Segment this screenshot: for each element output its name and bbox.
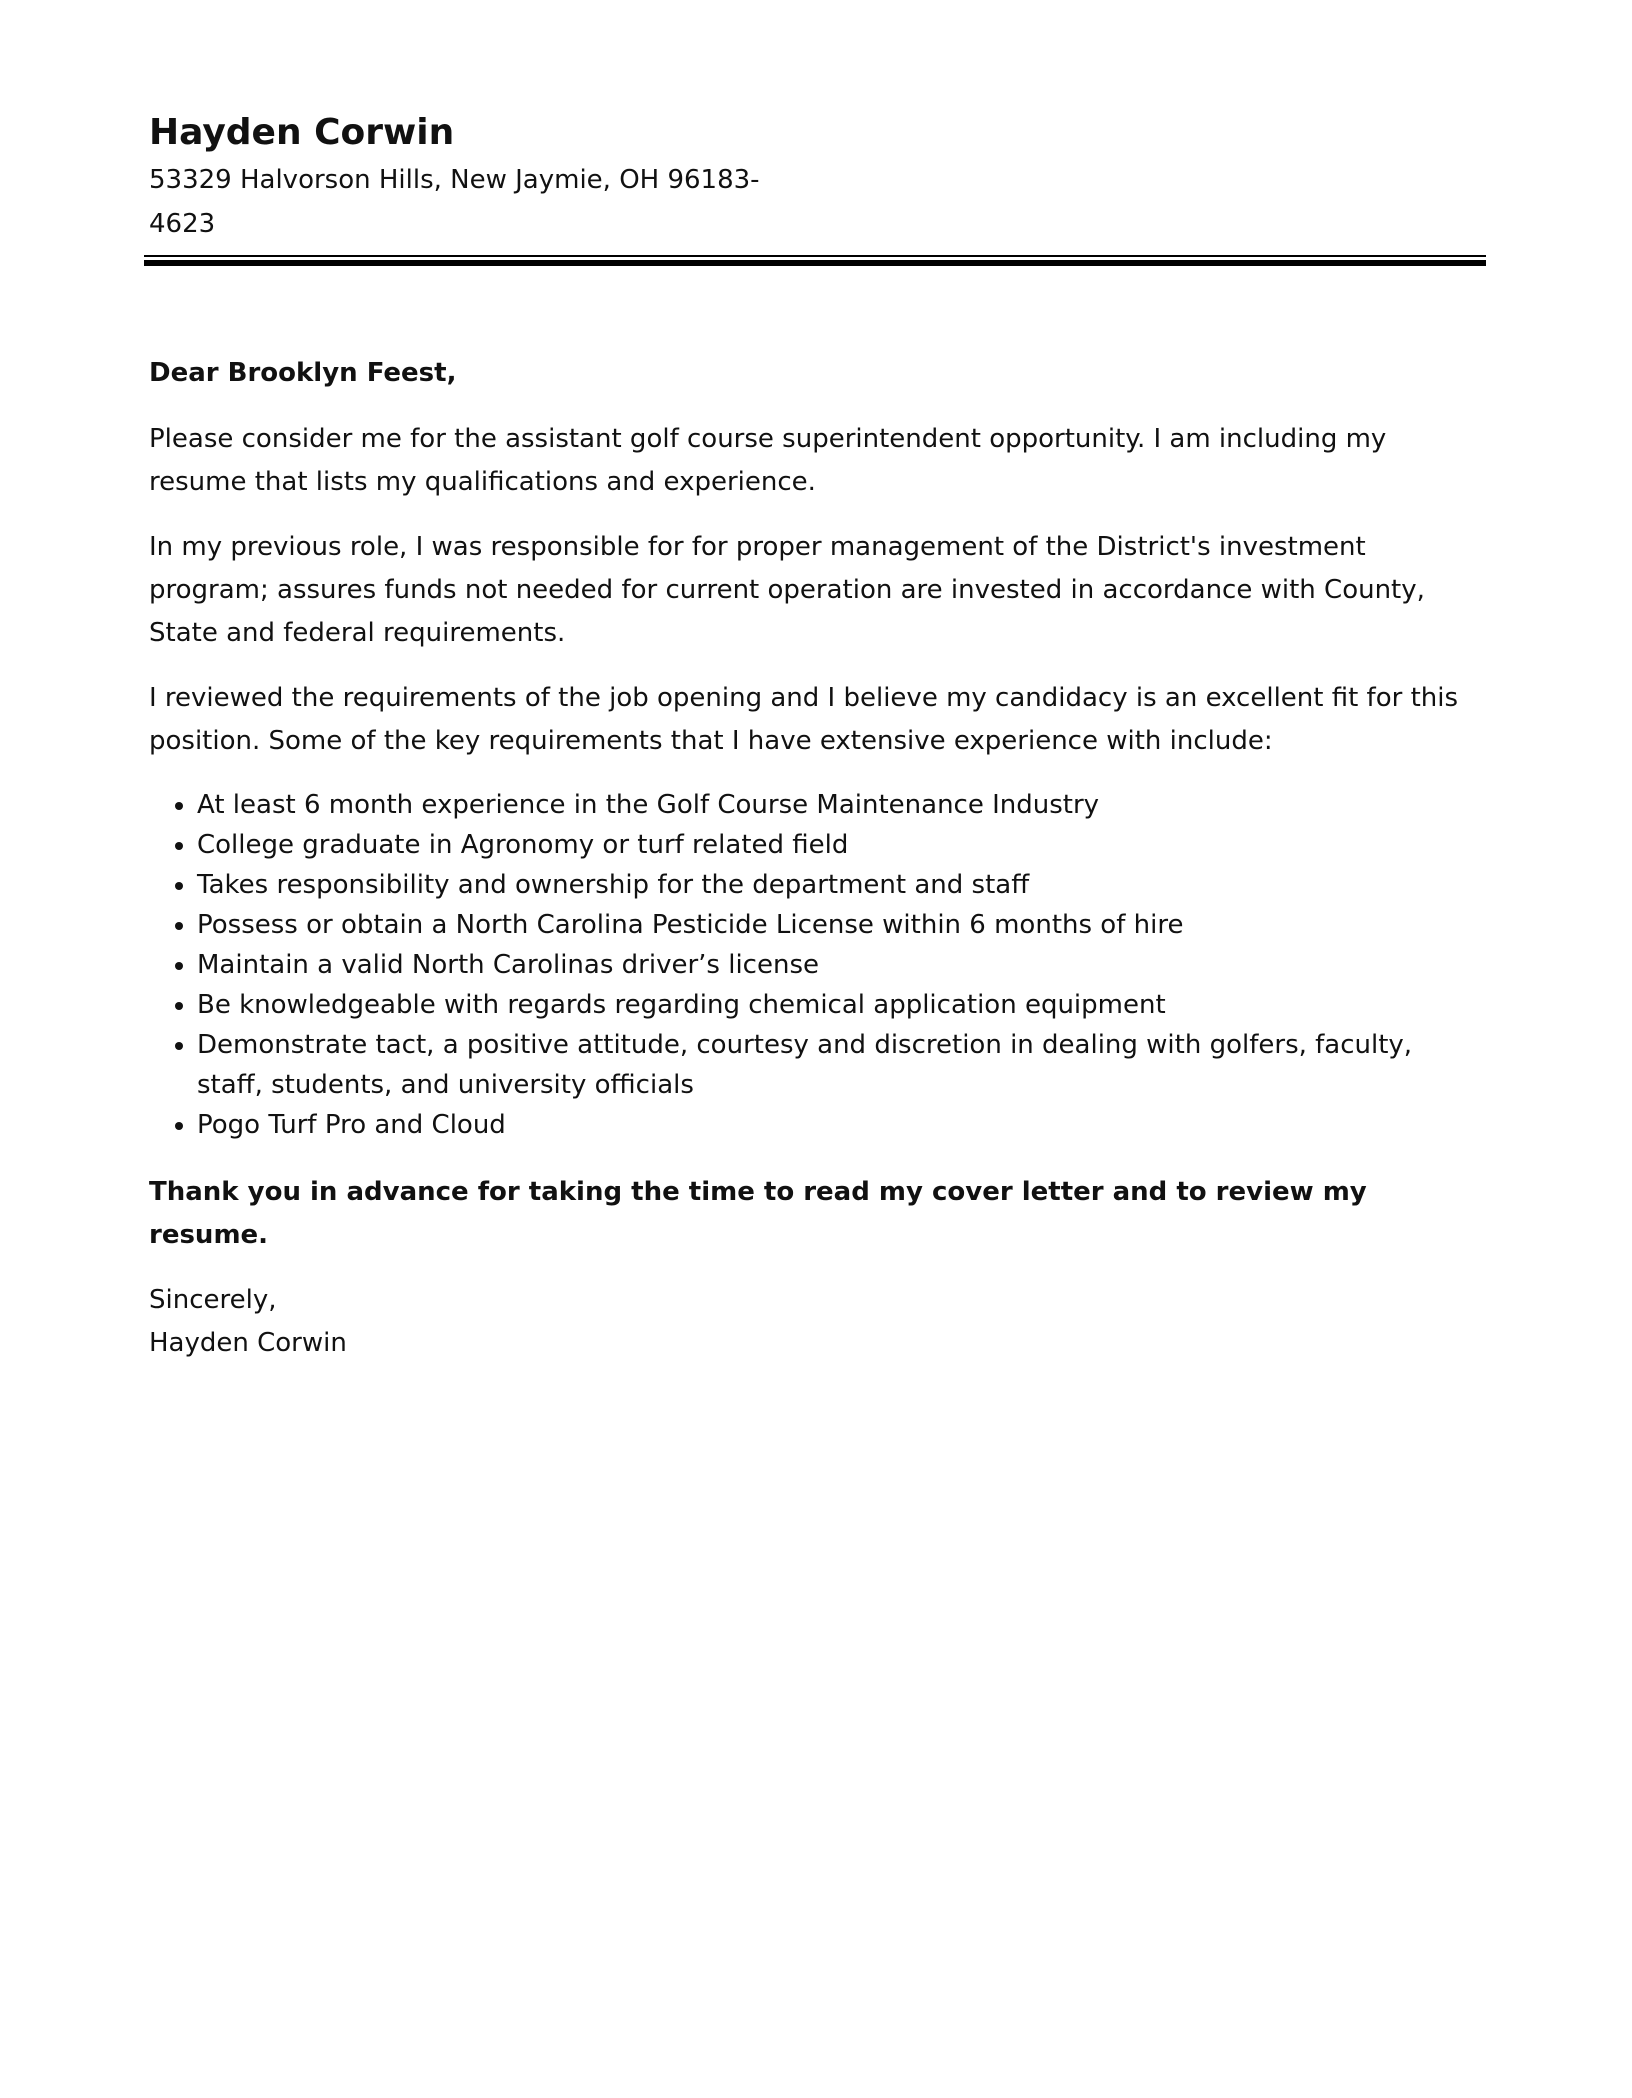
salutation: Dear Brooklyn Feest,	[149, 358, 457, 388]
sender-address: 53329 Halvorson Hills, New Jaymie, OH 96183-4623	[149, 165, 760, 239]
list-item: • Maintain a valid North Carolinas driver’s license	[197, 945, 1485, 985]
header-divider-thin-line	[144, 255, 1486, 257]
list-item: • Pogo Turf Pro and Cloud	[197, 1105, 1485, 1145]
letter-body	[149, 352, 1485, 1365]
closing-statement: Thank you in advance for taking the time to read my cover letter and to review my resume.	[149, 1177, 1367, 1250]
list-item: • Possess or obtain a North Carolina Pesticide License within 6 months of hire	[197, 905, 1485, 945]
letter-header	[149, 108, 1489, 246]
header-divider-thick-line	[144, 260, 1486, 266]
list-item: • Takes responsibility and ownership for the department and staff	[197, 865, 1485, 905]
list-item: • Demonstrate tact, a positive attitude, courtesy and discretion in dealing with golfers, faculty, staff, students, and university officials	[197, 1025, 1485, 1105]
list-item: • College graduate in Agronomy or turf related field	[197, 825, 1485, 865]
requirements-list	[149, 785, 1485, 1145]
list-item: • At least 6 month experience in the Golf Course Maintenance Industry	[197, 785, 1485, 825]
sender-name: Hayden Corwin	[149, 112, 455, 153]
header-divider	[144, 255, 1486, 266]
paragraph-requirements-intro: I reviewed the requirements of the job opening and I believe my candidacy is an excellent fit for this position. Some of the key requirements that I have extensive experience with include:	[149, 683, 1459, 756]
signoff: Sincerely,	[149, 1285, 277, 1315]
paragraph-intro: Please consider me for the assistant golf course superintendent opportunity. I am including my resume that lists my qualifications and experience.	[149, 424, 1387, 497]
paragraph-previous-role: In my previous role, I was responsible for for proper management of the District's investment program; assures funds not needed for current operation are invested in accordance with County, State and federal requirements.	[149, 532, 1425, 648]
list-item: • Be knowledgeable with regards regarding chemical application equipment	[197, 985, 1485, 1025]
signature-name: Hayden Corwin	[149, 1328, 347, 1358]
